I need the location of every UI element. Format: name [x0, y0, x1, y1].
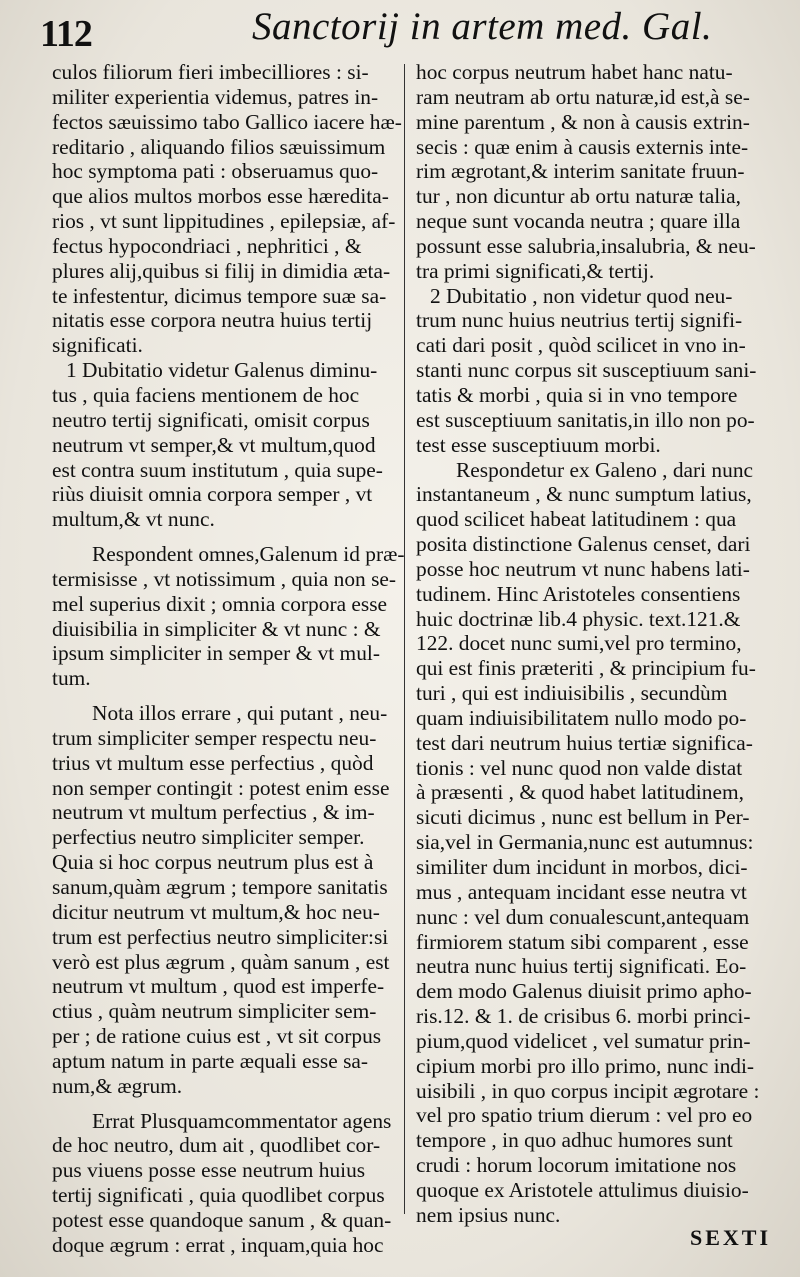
- text-line: ipsum simpliciter in semper & vt mul-: [52, 641, 380, 666]
- text-line: per ; de ratione cuius est , vt sit corpus: [52, 1024, 382, 1049]
- text-line: posse hoc neutrum vt nunc habens lati-: [416, 556, 750, 581]
- text-line: huic doctrinæ lib.4 physic. text.121.&: [416, 606, 741, 631]
- text-line: trius vt multum esse perfectius , quòd: [52, 750, 374, 775]
- left-text-column: [52, 60, 405, 1258]
- text-line: neutrum vt semper,& vt multum,quod: [52, 432, 376, 457]
- paragraph-gap: [52, 691, 394, 701]
- text-line: hoc corpus neutrum habet hanc natu-: [416, 60, 733, 84]
- text-line: à præsenti , & quod habet latitudinem,: [416, 780, 744, 805]
- text-line: non semper contingit : potest enim esse: [52, 775, 390, 800]
- text-line: neutrum vt multum perfectius , & im-: [52, 800, 375, 825]
- text-line: test dari neutrum huius tertiæ significa-: [416, 730, 753, 755]
- text-line: turi , qui est indiuisibilis , secundùm: [416, 681, 728, 706]
- right-text-column: [416, 60, 770, 1228]
- text-line: quam indiuisibilitatem nullo modo po-: [416, 705, 747, 730]
- text-line: tus , quia faciens mentionem de hoc: [52, 382, 360, 407]
- text-line: trum simpliciter semper respectu neu-: [52, 725, 377, 750]
- text-line: de hoc neutro, dum ait , quodlibet cor-: [52, 1133, 381, 1158]
- text-line: mus , antequam incidant esse neutra vt: [416, 879, 747, 904]
- text-line: quod scilicet habeat latitudinem : qua: [416, 507, 737, 532]
- column-divider: [404, 64, 405, 1214]
- text-line: uisibili , in quo corpus incipit ægrotare :: [416, 1078, 760, 1103]
- text-line: ctius , quàm neutrum simpliciter sem-: [52, 999, 377, 1024]
- text-line: neutrum vt multum , quod est imperfe-: [52, 974, 385, 999]
- text-line: neque sunt vocanda neutra ; quare illa: [416, 209, 741, 234]
- text-line: est contra suum institutum , quia supe-: [52, 457, 383, 482]
- page-header: [0, 0, 800, 60]
- text-line: qui est finis præteriti , & principium fu-: [416, 656, 756, 681]
- text-line: multum,& vt nunc.: [52, 507, 215, 532]
- text-line: significati.: [52, 333, 143, 358]
- text-line: rios , vt sunt lippitudines , epilepsiæ, af-: [52, 209, 396, 234]
- text-line: possunt esse salubria,insalubria, & neu-: [416, 233, 756, 258]
- text-line: quoque ex Aristotele attulimus diuisio-: [416, 1177, 749, 1202]
- text-line: tum.: [52, 666, 91, 691]
- text-line: vel pro spatio trium dierum : vel pro eo: [416, 1103, 753, 1128]
- text-line: aptum natum in parte æquali esse sa-: [52, 1048, 369, 1073]
- text-line: fectus hypocondriaci , nephritici , &: [52, 233, 362, 258]
- text-line: culos filiorum fieri imbecilliores : si-: [52, 60, 369, 84]
- text-line: hoc symptoma pati : obseruamus quo-: [52, 159, 379, 184]
- text-line: Errat Plusquamcommentator agens: [92, 1108, 392, 1133]
- text-line: perfectius neutro simpliciter semper.: [52, 825, 365, 850]
- text-line: dicitur neutrum vt multum,& hoc neu-: [52, 899, 380, 924]
- text-line: est susceptiuum sanitatis,in illo non po-: [416, 407, 755, 432]
- text-line: tionis : vel nunc quod non valde distat: [416, 755, 743, 780]
- text-line: diuisibilia in simpliciter & vt nunc : &: [52, 616, 381, 641]
- text-line: verò est plus ægrum , quàm sanum , est: [52, 949, 390, 974]
- text-line: instantaneum , & nunc sumptum latius,: [416, 482, 752, 507]
- text-line: neutro tertij significati, omisit corpus: [52, 407, 370, 432]
- text-line: nunc : vel dum conualescunt,antequam: [416, 904, 750, 929]
- text-line: reditario , aliquando filios sæuissimum: [52, 134, 386, 159]
- text-line: crudi : horum locorum imitatione nos: [416, 1153, 737, 1178]
- text-line: trum nunc huius neutrius tertij signifi-: [416, 308, 743, 333]
- text-line: rim ægrotant,& interim sanitate fruun-: [416, 159, 745, 184]
- text-line: 2 Dubitatio , non videtur quod neu-: [430, 283, 733, 308]
- text-line: pium,quod videlicet , vel sumatur prin-: [416, 1028, 751, 1053]
- text-line: 1 Dubitatio videtur Galenus diminu-: [66, 358, 378, 383]
- text-line: tatis & morbi , quia si in vno tempore: [416, 382, 738, 407]
- text-line: fectos sæuissimo tabo Gallico iacere hæ-: [52, 109, 402, 134]
- paragraph-gap: [52, 1099, 394, 1109]
- text-line: firmiorem statum sibi comparent , esse: [416, 929, 749, 954]
- text-line: secis : quæ enim à causis externis inte-: [416, 134, 749, 159]
- text-line: plures alij,quibus si filij in dimidia æta-: [52, 258, 391, 283]
- text-line: Respondetur ex Galeno , dari nunc: [456, 457, 754, 482]
- text-line: doque ægrum : errat , inquam,quia hoc: [52, 1232, 384, 1257]
- text-line: sia,vel in Germania,nunc est autumnus:: [416, 830, 754, 855]
- text-line: tur , non dicuntur ab ortu naturæ talia,: [416, 184, 741, 209]
- text-line: trum est perfectius neutro simpliciter:si: [52, 924, 389, 949]
- text-line: termisisse , vt notissimum , quia non se-: [52, 566, 397, 591]
- text-line: 122. docet nunc sumi,vel pro termino,: [416, 631, 742, 656]
- catchword: SEXTI: [690, 1225, 772, 1250]
- text-line: similiter dum incidunt in morbos, dici-: [416, 855, 748, 879]
- text-line: tertij significati , quia quodlibet corpus: [52, 1183, 385, 1208]
- text-line: Quia si hoc corpus neutrum plus est à: [52, 850, 374, 875]
- text-line: tempore , in quo adhuc humores sunt: [416, 1128, 733, 1153]
- text-line: riùs diuisit omnia corpora semper , vt: [52, 482, 373, 507]
- text-line: militer experientia videmus, patres in-: [52, 84, 379, 109]
- text-line: num,& ægrum.: [52, 1073, 183, 1098]
- text-line: dem modo Galenus diuisit primo apho-: [416, 979, 752, 1004]
- running-head: Sanctorij in artem med. Gal.: [252, 5, 713, 48]
- text-line: pus viuens posse esse neutrum huius: [52, 1158, 366, 1183]
- text-line: tra primi significati,& tertij.: [416, 258, 655, 283]
- text-line: ram neutram ab ortu naturæ,id est,à se-: [416, 84, 750, 109]
- text-line: stanti nunc corpus sit susceptiuum sani-: [416, 358, 757, 383]
- text-line: sanum,quàm ægrum ; tempore sanitatis: [52, 875, 388, 899]
- text-line: nitatis esse corpora neutra huius tertij: [52, 308, 373, 333]
- page-number: 112: [40, 13, 92, 55]
- text-line: ris.12. & 1. de crisibus 6. morbi princi-: [416, 1004, 751, 1029]
- text-line: mel superius dixit ; omnia corpora esse: [52, 591, 388, 616]
- text-line: cipium morbi pro illo primo, nunc indi-: [416, 1053, 755, 1078]
- text-line: posita distinctione Galenus censet, dari: [416, 532, 751, 557]
- text-line: potest esse quandoque sanum , & quan-: [52, 1207, 392, 1232]
- text-line: Respondent omnes,Galenum id præ-: [92, 542, 405, 567]
- text-line: neutra nunc huius tertij significati. Eo-: [416, 954, 747, 979]
- text-line: sicuti dicimus , nunc est bellum in Per-: [416, 805, 750, 830]
- text-line: Nota illos errare , qui putant , neu-: [92, 701, 388, 726]
- text-line: mine parentum , & non à causis extrin-: [416, 109, 750, 134]
- text-line: tudinem. Hinc Aristoteles consentiens: [416, 581, 741, 606]
- text-line: cati dari posit , quòd scilicet in vno in-: [416, 333, 746, 358]
- text-line: test esse susceptiuum morbi.: [416, 432, 661, 457]
- text-line: te infestentur, dicimus tempore suæ sa-: [52, 283, 387, 308]
- paragraph-gap: [52, 532, 394, 542]
- text-line: que alios multos morbos esse hæredita-: [52, 184, 389, 209]
- text-line: nem ipsius nunc.: [416, 1202, 561, 1227]
